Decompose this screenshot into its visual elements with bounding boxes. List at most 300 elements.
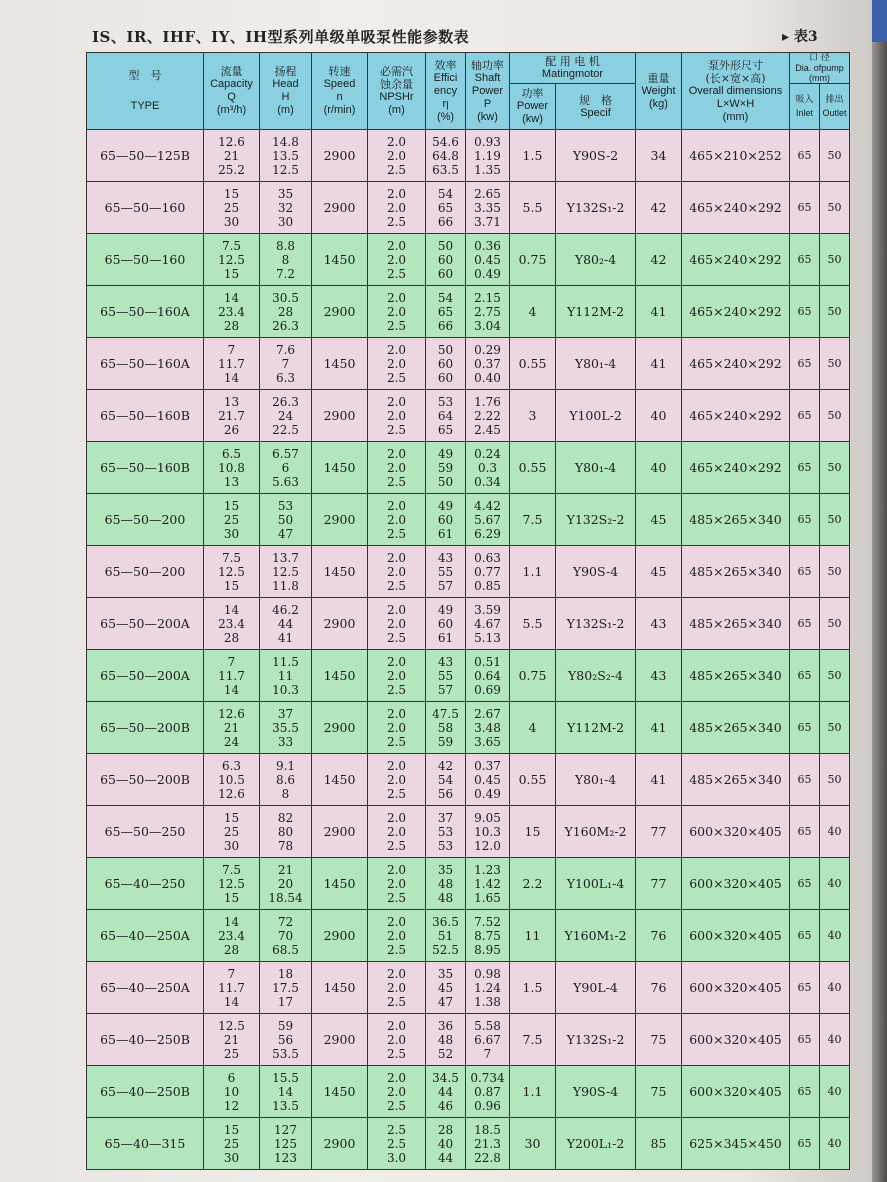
cell-value: 1.76 — [474, 394, 501, 409]
cell-capacity — [204, 182, 260, 234]
cell-value: 7 — [483, 1046, 492, 1061]
cell-value: 2.0 — [386, 706, 407, 721]
cell-value: 0.93 — [474, 134, 501, 149]
cell-value: 60 — [437, 512, 454, 527]
cell-type: 65—50—200 — [87, 546, 204, 598]
cell-value: 2.5 — [386, 630, 407, 645]
cell-value: 11 — [277, 668, 294, 683]
header-efficiency: 效率 Effici ency η (%) — [426, 53, 466, 130]
cell-npsh — [368, 910, 426, 962]
cell-dims: 600×320×405 — [682, 1066, 790, 1118]
cell-value: 15 — [223, 810, 240, 825]
cell-value: 4.42 — [474, 498, 501, 513]
cell-value: 0.51 — [474, 654, 501, 669]
cell-shaft — [466, 962, 510, 1014]
cell-value: 33 — [277, 734, 294, 749]
cell-value: 14 — [223, 914, 240, 929]
cell-type: 65—50—200B — [87, 754, 204, 806]
cell-power: 1.1 — [510, 1066, 556, 1118]
cell-speed: 1450 — [312, 1066, 368, 1118]
cell-inlet: 65 — [790, 338, 820, 390]
cell-shaft — [466, 1066, 510, 1118]
cell-value: 2.5 — [386, 422, 407, 437]
cell-value: 0.87 — [474, 1084, 501, 1099]
cell-value: 44 — [437, 1084, 454, 1099]
cell-capacity — [204, 858, 260, 910]
cell-value: 2.45 — [474, 422, 501, 437]
cell-outlet: 50 — [820, 390, 850, 442]
cell-dims: 485×265×340 — [682, 494, 790, 546]
cell-eff — [426, 858, 466, 910]
cell-value: 12.5 — [272, 162, 299, 177]
cell-speed: 2900 — [312, 494, 368, 546]
cell-eff — [426, 234, 466, 286]
cell-head — [260, 910, 312, 962]
cell-value: 59 — [437, 460, 454, 475]
cell-value: 6 — [281, 460, 290, 475]
cell-value: 14 — [223, 370, 240, 385]
cell-type: 65—40—250B — [87, 1014, 204, 1066]
cell-value: 28 — [223, 630, 240, 645]
cell-value: 7.6 — [275, 342, 296, 357]
cell-value: 4.67 — [474, 616, 501, 631]
cell-value: 2.5 — [386, 890, 407, 905]
cell-spec: Y132S₁-2 — [556, 598, 636, 650]
cell-value: 44 — [277, 616, 294, 631]
cell-value: 49 — [437, 498, 454, 513]
cell-speed: 2900 — [312, 286, 368, 338]
cell-value: 13.5 — [272, 1098, 299, 1113]
table-row — [87, 390, 850, 442]
cell-value: 6.3 — [275, 370, 296, 385]
cell-value: 30 — [223, 838, 240, 853]
cell-power: 11 — [510, 910, 556, 962]
cell-value: 21.3 — [474, 1136, 501, 1151]
header-outlet: 排出 Outlet — [820, 84, 850, 130]
table-row — [87, 806, 850, 858]
cell-value: 50 — [437, 474, 454, 489]
cell-npsh — [368, 1066, 426, 1118]
cell-value: 2.0 — [386, 394, 407, 409]
cell-value: 2.5 — [386, 266, 407, 281]
cell-eff — [426, 338, 466, 390]
cell-value: 1.24 — [474, 980, 501, 995]
cell-value: 63.5 — [432, 162, 459, 177]
cell-speed: 2900 — [312, 130, 368, 182]
cell-inlet: 65 — [790, 494, 820, 546]
cell-power: 1.1 — [510, 546, 556, 598]
table-row — [87, 858, 850, 910]
cell-value: 56 — [437, 786, 454, 801]
cell-value: 50 — [437, 238, 454, 253]
cell-type: 65—40—315 — [87, 1118, 204, 1170]
cell-value: 21 — [223, 148, 240, 163]
cell-weight: 45 — [636, 546, 682, 598]
table-row — [87, 286, 850, 338]
cell-dims: 465×240×292 — [682, 338, 790, 390]
cell-npsh — [368, 234, 426, 286]
cell-value: 2.5 — [386, 734, 407, 749]
cell-spec: Y132S₂-2 — [556, 494, 636, 546]
header-diameter: 口 径 Dia. ofpump (mm) — [790, 53, 850, 84]
cell-value: 0.37 — [474, 758, 501, 773]
cell-dims: 600×320×405 — [682, 910, 790, 962]
cell-value: 2.0 — [386, 720, 407, 735]
cell-head — [260, 1014, 312, 1066]
cell-value: 2.67 — [474, 706, 501, 721]
cell-value: 127 — [274, 1122, 297, 1137]
cell-value: 15 — [223, 890, 240, 905]
cell-value: 2.0 — [386, 876, 407, 891]
header-spec: 规 格 Specif — [556, 84, 636, 130]
cell-spec: Y80₂-4 — [556, 234, 636, 286]
cell-type: 65—50—160A — [87, 286, 204, 338]
cell-value: 1.23 — [474, 862, 501, 877]
cell-weight: 43 — [636, 650, 682, 702]
cell-inlet: 65 — [790, 546, 820, 598]
cell-weight: 77 — [636, 858, 682, 910]
cell-value: 12.5 — [218, 1018, 245, 1033]
cell-value: 2.5 — [386, 1046, 407, 1061]
cell-value: 23.4 — [218, 928, 245, 943]
cell-eff — [426, 1118, 466, 1170]
cell-value: 10.5 — [218, 772, 245, 787]
cell-speed: 2900 — [312, 1014, 368, 1066]
cell-value: 64.8 — [432, 148, 459, 163]
cell-capacity — [204, 650, 260, 702]
cell-value: 2.5 — [386, 162, 407, 177]
cell-value: 2.0 — [386, 342, 407, 357]
cell-value: 36.5 — [432, 914, 459, 929]
cell-value: 15 — [223, 1122, 240, 1137]
cell-power: 0.55 — [510, 442, 556, 494]
cell-value: 22.8 — [474, 1150, 501, 1165]
cell-value: 14 — [223, 682, 240, 697]
cell-value: 11.7 — [218, 668, 245, 683]
cell-value: 66 — [437, 214, 454, 229]
cell-value: 6.5 — [221, 446, 242, 461]
cell-value: 24 — [223, 734, 240, 749]
cell-weight: 42 — [636, 234, 682, 286]
table-row — [87, 962, 850, 1014]
cell-value: 0.63 — [474, 550, 501, 565]
cell-value: 7 — [281, 356, 290, 371]
cell-value: 40 — [437, 1136, 454, 1151]
cell-value: 1.38 — [474, 994, 501, 1009]
cell-value: 3.35 — [474, 200, 501, 215]
cell-value: 12 — [223, 1098, 240, 1113]
cell-value: 2.0 — [386, 200, 407, 215]
cell-spec: Y132S₁-2 — [556, 182, 636, 234]
cell-value: 30 — [223, 526, 240, 541]
table-body — [87, 130, 850, 1170]
cell-power: 4 — [510, 286, 556, 338]
table-row — [87, 442, 850, 494]
cell-value: 2.0 — [386, 252, 407, 267]
cell-weight: 41 — [636, 338, 682, 390]
cell-value: 12.6 — [218, 786, 245, 801]
cell-dims: 600×320×405 — [682, 962, 790, 1014]
cell-power: 4 — [510, 702, 556, 754]
cell-value: 54 — [437, 290, 454, 305]
cell-capacity — [204, 702, 260, 754]
cell-value: 2.0 — [386, 772, 407, 787]
cell-head — [260, 338, 312, 390]
cell-value: 10.8 — [218, 460, 245, 475]
cell-power: 15 — [510, 806, 556, 858]
cell-weight: 75 — [636, 1014, 682, 1066]
cell-eff — [426, 650, 466, 702]
cell-value: 45 — [437, 980, 454, 995]
cell-capacity — [204, 442, 260, 494]
cell-value: 9.1 — [275, 758, 296, 773]
cell-shaft — [466, 442, 510, 494]
header-speed: 转速 Speed n (r/min) — [312, 53, 368, 130]
cell-value: 7.5 — [221, 238, 242, 253]
cell-value: 21 — [223, 720, 240, 735]
cell-value: 15.5 — [272, 1070, 299, 1085]
cell-shaft — [466, 130, 510, 182]
cell-spec: Y160M₂-2 — [556, 806, 636, 858]
cell-outlet: 50 — [820, 286, 850, 338]
cell-value: 2.0 — [386, 446, 407, 461]
cell-type: 65—50—200A — [87, 598, 204, 650]
cell-capacity — [204, 338, 260, 390]
cell-value: 0.98 — [474, 966, 501, 981]
cell-outlet: 50 — [820, 754, 850, 806]
cell-inlet: 65 — [790, 702, 820, 754]
cell-head — [260, 546, 312, 598]
cell-value: 23.4 — [218, 616, 245, 631]
cell-shaft — [466, 494, 510, 546]
cell-value: 13.7 — [272, 550, 299, 565]
cell-shaft — [466, 650, 510, 702]
cell-npsh — [368, 858, 426, 910]
cell-dims: 600×320×405 — [682, 806, 790, 858]
cell-value: 8.8 — [275, 238, 296, 253]
cell-power: 0.55 — [510, 754, 556, 806]
cell-value: 2.5 — [386, 370, 407, 385]
cell-value: 6.57 — [272, 446, 299, 461]
cell-value: 53 — [277, 498, 294, 513]
cell-value: 35 — [437, 862, 454, 877]
cell-shaft — [466, 754, 510, 806]
cell-value: 28 — [437, 1122, 454, 1137]
cell-value: 2.22 — [474, 408, 501, 423]
cell-value: 6.67 — [474, 1032, 501, 1047]
cell-value: 2.5 — [386, 318, 407, 333]
cell-npsh — [368, 494, 426, 546]
cell-value: 52.5 — [432, 942, 459, 957]
pump-performance-table — [86, 52, 850, 1170]
cell-value: 2.0 — [386, 564, 407, 579]
cell-value: 58 — [437, 720, 454, 735]
cell-capacity — [204, 494, 260, 546]
cell-speed: 1450 — [312, 754, 368, 806]
cell-value: 37 — [277, 706, 294, 721]
cell-value: 25 — [223, 1136, 240, 1151]
cell-spec: Y132S₁-2 — [556, 1014, 636, 1066]
cell-eff — [426, 806, 466, 858]
cell-value: 48 — [437, 890, 454, 905]
cell-value: 2.5 — [386, 1098, 407, 1113]
cell-outlet: 50 — [820, 234, 850, 286]
cell-value: 2.0 — [386, 928, 407, 943]
cell-npsh — [368, 182, 426, 234]
cell-value: 2.0 — [386, 356, 407, 371]
cell-capacity — [204, 754, 260, 806]
cell-inlet: 65 — [790, 390, 820, 442]
cell-weight: 76 — [636, 962, 682, 1014]
cell-weight: 41 — [636, 702, 682, 754]
cell-value: 50 — [277, 512, 294, 527]
cell-head — [260, 1118, 312, 1170]
table-row — [87, 338, 850, 390]
cell-value: 2.5 — [386, 578, 407, 593]
cell-inlet: 65 — [790, 806, 820, 858]
cell-head — [260, 234, 312, 286]
cell-type: 65—50—200A — [87, 650, 204, 702]
cell-value: 49 — [437, 446, 454, 461]
cell-value: 26.3 — [272, 394, 299, 409]
cell-value: 46.2 — [272, 602, 299, 617]
cell-value: 2.0 — [386, 1032, 407, 1047]
cell-value: 18.5 — [474, 1122, 501, 1137]
cell-value: 1.19 — [474, 148, 501, 163]
cell-value: 5.67 — [474, 512, 501, 527]
cell-value: 7.5 — [221, 862, 242, 877]
cell-value: 0.85 — [474, 578, 501, 593]
cell-value: 8.6 — [275, 772, 296, 787]
cell-inlet: 65 — [790, 910, 820, 962]
cell-value: 2.5 — [386, 838, 407, 853]
cell-speed: 2900 — [312, 702, 368, 754]
table-header — [87, 53, 850, 130]
book-edge — [872, 0, 887, 1182]
cell-value: 2.0 — [386, 1084, 407, 1099]
cell-value: 22.5 — [272, 422, 299, 437]
cell-value: 6.3 — [221, 758, 242, 773]
cell-capacity — [204, 546, 260, 598]
cell-value: 14 — [277, 1084, 294, 1099]
cell-value: 5.63 — [272, 474, 299, 489]
table-label: ▸ 表3 — [782, 29, 818, 45]
cell-value: 57 — [437, 578, 454, 593]
cell-value: 53.5 — [272, 1046, 299, 1061]
cell-value: 34.5 — [432, 1070, 459, 1085]
cell-value: 48 — [437, 876, 454, 891]
cell-value: 0.45 — [474, 252, 501, 267]
cell-value: 15 — [223, 578, 240, 593]
cell-weight: 40 — [636, 390, 682, 442]
header-npsh: 必需汽 蚀余量 NPSHr (m) — [368, 53, 426, 130]
cell-value: 8 — [281, 786, 290, 801]
cell-spec: Y112M-2 — [556, 286, 636, 338]
cell-eff — [426, 1014, 466, 1066]
cell-outlet: 50 — [820, 338, 850, 390]
cell-spec: Y90S-4 — [556, 546, 636, 598]
cell-value: 1.42 — [474, 876, 501, 891]
cell-npsh — [368, 1014, 426, 1066]
cell-value: 3.0 — [386, 1150, 407, 1165]
cell-dims: 625×345×450 — [682, 1118, 790, 1170]
cell-shaft — [466, 1118, 510, 1170]
cell-value: 25 — [223, 200, 240, 215]
table-row — [87, 130, 850, 182]
cell-head — [260, 702, 312, 754]
cell-eff — [426, 598, 466, 650]
cell-dims: 465×240×292 — [682, 442, 790, 494]
cell-capacity — [204, 598, 260, 650]
cell-value: 65 — [437, 304, 454, 319]
cell-value: 6.29 — [474, 526, 501, 541]
cell-dims: 485×265×340 — [682, 702, 790, 754]
cell-value: 0.49 — [474, 786, 501, 801]
cell-value: 13 — [223, 394, 240, 409]
cell-eff — [426, 754, 466, 806]
cell-value: 64 — [437, 408, 454, 423]
cell-capacity — [204, 962, 260, 1014]
cell-value: 78 — [277, 838, 294, 853]
cell-head — [260, 494, 312, 546]
cell-weight: 77 — [636, 806, 682, 858]
cell-value: 0.69 — [474, 682, 501, 697]
cell-value: 2.0 — [386, 602, 407, 617]
cell-value: 68.5 — [272, 942, 299, 957]
cell-eff — [426, 962, 466, 1014]
cell-npsh — [368, 286, 426, 338]
cell-inlet: 65 — [790, 182, 820, 234]
cell-value: 47.5 — [432, 706, 459, 721]
cell-value: 53 — [437, 824, 454, 839]
cell-outlet: 50 — [820, 442, 850, 494]
cell-npsh — [368, 806, 426, 858]
cell-npsh — [368, 650, 426, 702]
cell-value: 2.0 — [386, 668, 407, 683]
cell-value: 47 — [277, 526, 294, 541]
header-weight: 重量 Weight (kg) — [636, 53, 682, 130]
cell-head — [260, 806, 312, 858]
cell-type: 65—50—160 — [87, 182, 204, 234]
cell-value: 1.35 — [474, 162, 501, 177]
cell-head — [260, 650, 312, 702]
cell-value: 2.5 — [386, 1122, 407, 1137]
cell-capacity — [204, 234, 260, 286]
cell-value: 12.5 — [218, 252, 245, 267]
header-inlet: 吸入 Inlet — [790, 84, 820, 130]
cell-value: 54 — [437, 772, 454, 787]
cell-value: 14 — [223, 994, 240, 1009]
cell-value: 2.5 — [386, 994, 407, 1009]
cell-value: 21 — [223, 1032, 240, 1047]
cell-weight: 41 — [636, 754, 682, 806]
cell-value: 11.7 — [218, 356, 245, 371]
cell-eff — [426, 130, 466, 182]
cell-value: 25 — [223, 824, 240, 839]
cell-dims: 465×240×292 — [682, 286, 790, 338]
cell-value: 37 — [437, 810, 454, 825]
cell-outlet: 40 — [820, 806, 850, 858]
cell-head — [260, 754, 312, 806]
cell-value: 14.8 — [272, 134, 299, 149]
cell-value: 2.0 — [386, 914, 407, 929]
cell-dims: 485×265×340 — [682, 546, 790, 598]
cell-value: 10 — [223, 1084, 240, 1099]
cell-dims: 465×210×252 — [682, 130, 790, 182]
cell-spec: Y80₁-4 — [556, 338, 636, 390]
cell-head — [260, 1066, 312, 1118]
cell-inlet: 65 — [790, 1118, 820, 1170]
